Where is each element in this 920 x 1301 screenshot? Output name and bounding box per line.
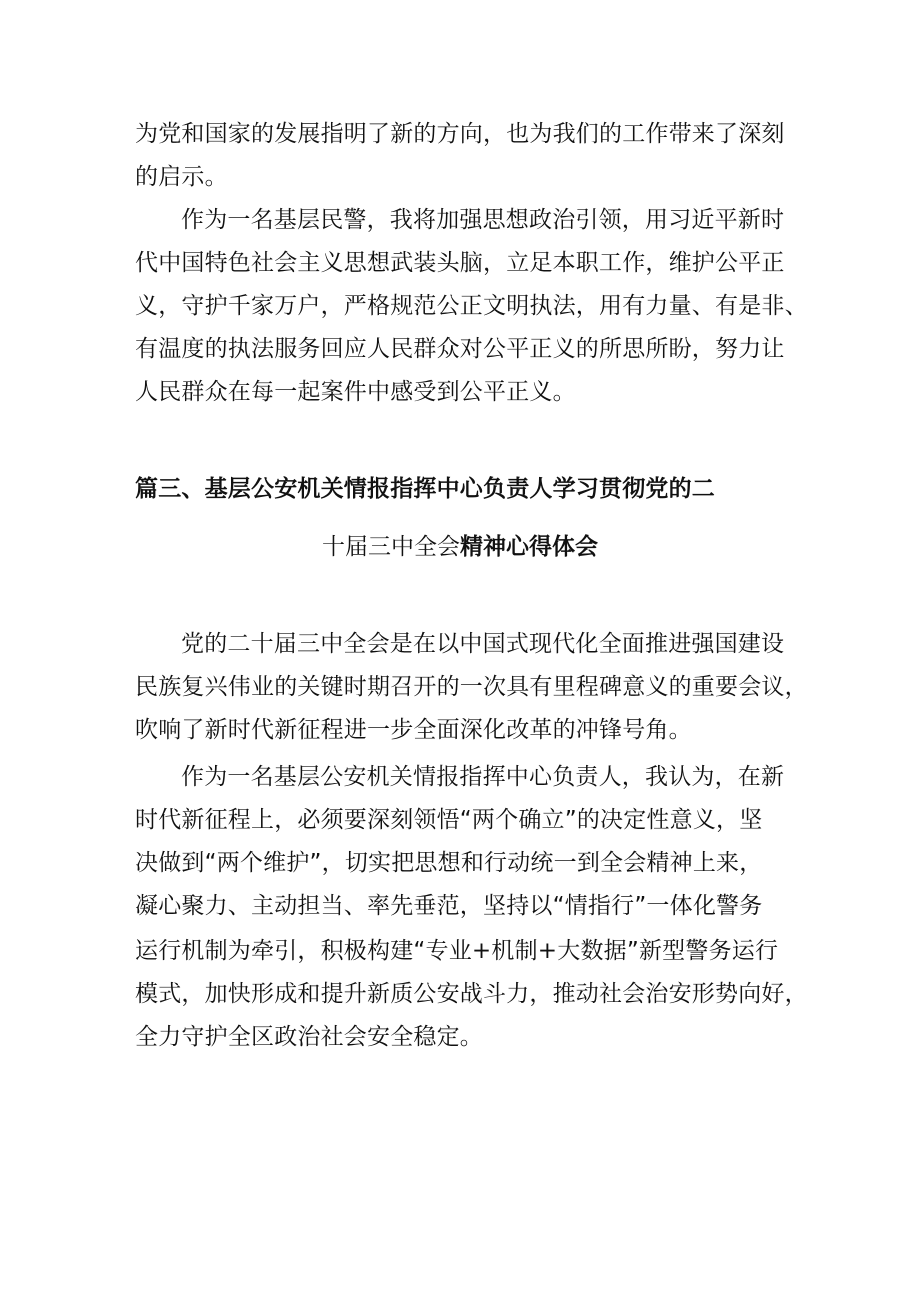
paragraph-line: 党的二十届三中全会是在以中国式现代化全面推进强国建设 (181, 631, 785, 657)
paragraph-line: 人民群众在每一起案件中感受到公平正义。 (135, 379, 576, 405)
paragraph-line: 民族复兴伟业的关键时期召开的一次具有里程碑意义的重要会议， (135, 674, 808, 700)
paragraph-line: 凝心聚力、主动担当、率先垂范，坚持以“情指行”一体化警务 (135, 893, 763, 919)
paragraph-line: 模式，加快形成和提升新质公安战斗力，推动社会治安形势向好， (135, 981, 808, 1007)
paragraph-line: 作为一名基层民警，我将加强思想政治引领，用习近平新时 (181, 207, 785, 233)
paragraph-line: 吹响了新时代新征程进一步全面深化改革的冲锋号角。 (135, 717, 692, 743)
paragraph-line: 为党和国家的发展指明了新的方向，也为我们的工作带来了深刻 (135, 121, 785, 147)
section-subtitle-bold: 精神心得体会 (460, 534, 598, 560)
section-title: 篇三、基层公安机关情报指挥中心负责人学习贯彻党的二 (135, 476, 715, 502)
section-subtitle (0, 532, 920, 562)
paragraph-line: 时代新征程上，必须要深刻领悟“两个确立”的决定性意义，坚 (135, 807, 763, 833)
paragraph-line: 运行机制为牵引，积极构建“专业+机制+大数据”新型警务运行 (135, 938, 779, 964)
paragraph-line: 义，守护千家万户，严格规范公正文明执法，用有力量、有是非、 (135, 293, 808, 319)
paragraph-line: 的启示。 (135, 164, 228, 190)
paragraph-line: 有温度的执法服务回应人民群众对公平正义的所思所盼，努力让 (135, 336, 785, 362)
paragraph-line: 作为一名基层公安机关情报指挥中心负责人，我认为，在新 (181, 764, 785, 790)
paragraph-line: 代中国特色社会主义思想武装头脑，立足本职工作，维护公平正 (135, 250, 785, 276)
paragraph-line: 全力守护全区政治社会安全稳定。 (135, 1024, 483, 1050)
section-subtitle-normal: 十届三中全会 (322, 534, 460, 560)
paragraph-line: 决做到“两个维护”，切实把思想和行动统一到全会精神上来， (135, 850, 763, 876)
